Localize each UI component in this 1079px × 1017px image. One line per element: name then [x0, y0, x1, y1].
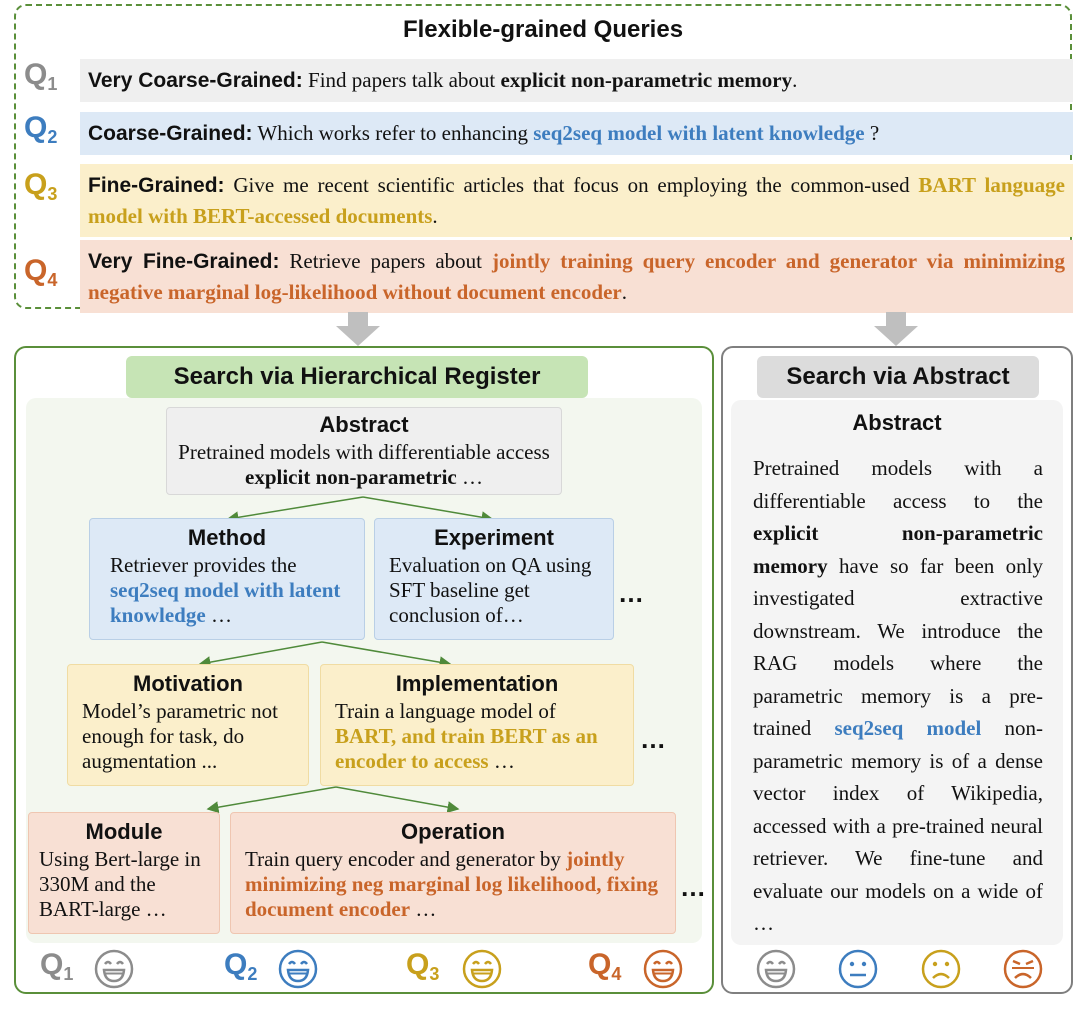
node-method: Method Retriever provides the seq2seq model with latent knowledge …	[89, 518, 365, 640]
laughing-face-icon	[642, 948, 684, 990]
query-highlight-q3: BART language model with BERT-accessed documents	[88, 173, 1066, 228]
queries-title: Flexible-grained Queries	[402, 16, 684, 43]
query-label-q3: $Q_3$	[24, 168, 58, 204]
query-row-q4: Very Fine-Grained: Retrieve papers about jointly training query encoder and generator via minimizing negative marginal log-likelihood without document encoder.	[80, 240, 1073, 313]
query-highlight-q1: explicit non-parametric memory	[500, 68, 793, 92]
node-implementation: Implementation Train a language model of BART, and train BERT as an encoder to access …	[320, 664, 634, 786]
result-label-q4: $Q_4$	[588, 948, 622, 984]
result-label-q1: $Q_1$	[40, 948, 74, 984]
query-row-q2: Coarse-Grained: Which works refer to enhancing seq2seq model with latent knowledge ?	[80, 112, 1073, 155]
query-highlight-q2: seq2seq model with latent knowledge	[533, 121, 865, 145]
result-label-q2: $Q_2$	[224, 948, 258, 984]
more-siblings-dots-2: …	[640, 724, 666, 754]
laughing-face-icon	[277, 948, 319, 990]
query-label-q2: $Q_2$	[24, 111, 58, 147]
query-level-q4: Very Fine-Grained:	[88, 250, 280, 273]
query-level-q3: Fine-Grained:	[88, 174, 225, 197]
abstract-card	[731, 400, 1063, 945]
panel-title-abstract: Search via Abstract	[757, 356, 1039, 398]
abstract-search-panel	[721, 346, 1073, 994]
node-abstract: Abstract Pretrained models with differentiable access explicit non-parametric …	[166, 407, 562, 495]
more-siblings-dots-3: …	[680, 872, 706, 902]
frowning-face-icon	[920, 948, 962, 990]
neutral-face-icon	[837, 948, 879, 990]
query-label-q4: $Q_4$	[24, 254, 58, 290]
panel-title-hierarchical: Search via Hierarchical Register	[126, 356, 588, 398]
node-motivation: Motivation Model’s parametric not enough for task, do augmentation ...	[67, 664, 309, 786]
node-experiment: Experiment Evaluation on QA using SFT baseline get conclusion of…	[374, 518, 614, 640]
node-module: Module Using Bert-large in 330M and the BART-large …	[28, 812, 220, 934]
abstract-body: Pretrained models with a differentiable access to the explicit non-parametric memory have so far been only investigated extractive downstream. We introduce the RAG models where the parametric memory is a pre-trained seq2seq model non-parametric memory is of a dense vector index of Wikipedia, accessed with a pre-trained neural retriever. We fine-tune and evaluate our models on a wide of …	[753, 456, 1043, 935]
node-operation: Operation Train query encoder and generator by jointly minimizing neg marginal log likelihood, fixing document encoder …	[230, 812, 676, 934]
query-highlight-q4: jointly training query encoder and generator via minimizing negative marginal log-likelihood without document encoder	[88, 249, 1065, 304]
angry-face-icon	[1002, 948, 1044, 990]
result-label-q3: $Q_3$	[406, 948, 440, 984]
query-level-q1: Very Coarse-Grained:	[88, 69, 303, 92]
laughing-face-icon	[93, 948, 135, 990]
laughing-face-icon	[461, 948, 503, 990]
query-label-q1: $Q_1$	[24, 58, 58, 94]
query-row-q1: Very Coarse-Grained: Find papers talk about explicit non-parametric memory.	[80, 59, 1073, 102]
more-siblings-dots-1: …	[618, 578, 644, 608]
abstract-heading: Abstract	[852, 410, 942, 435]
query-row-q3: Fine-Grained: Give me recent scientific articles that focus on employing the common-used BART language model with BERT-accessed documents.	[80, 164, 1073, 237]
laughing-face-icon	[755, 948, 797, 990]
query-level-q2: Coarse-Grained:	[88, 122, 253, 145]
